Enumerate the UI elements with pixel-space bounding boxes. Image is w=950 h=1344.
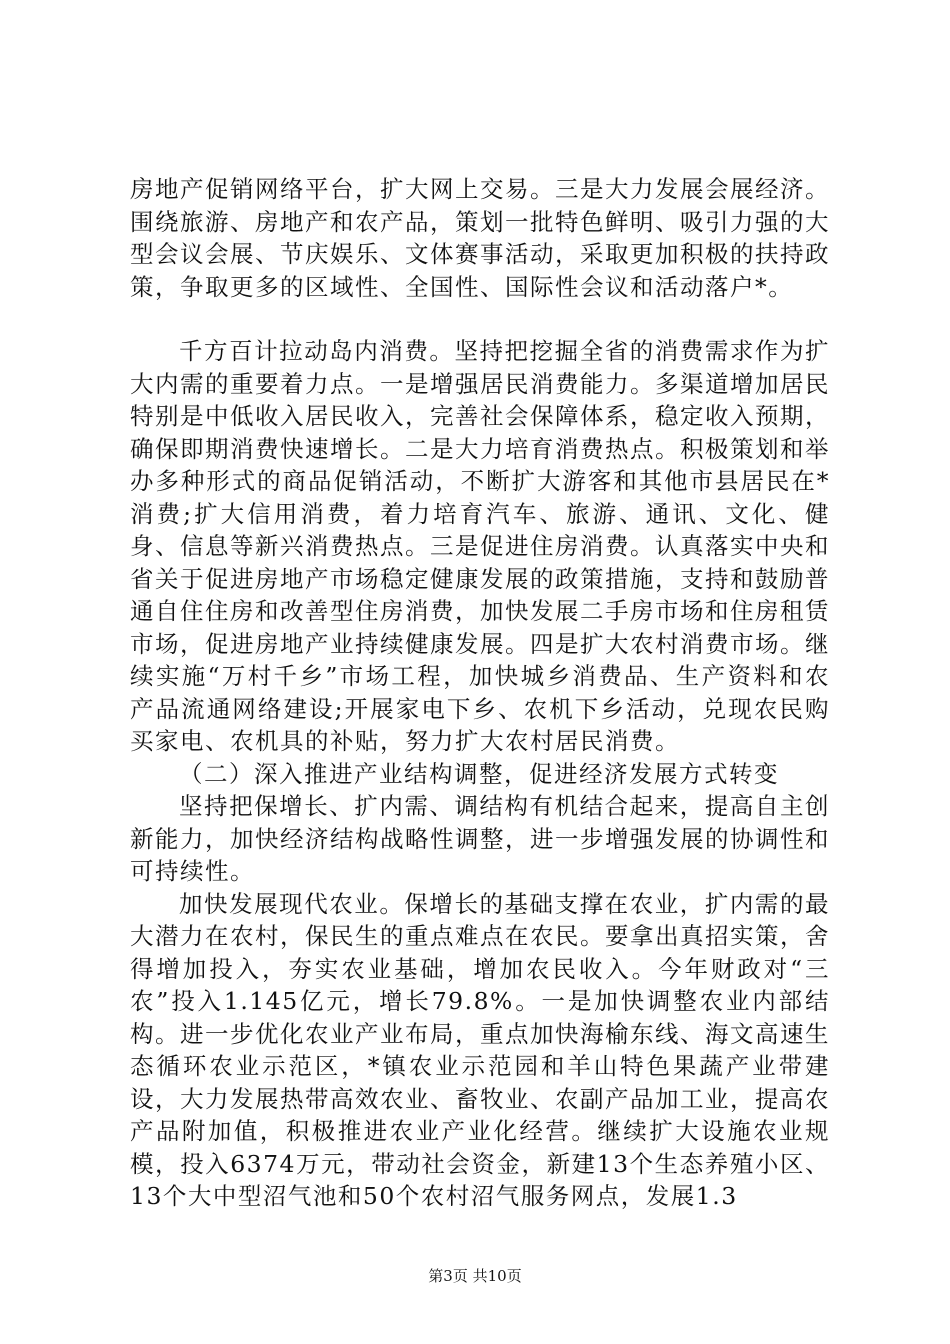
paragraph-gap — [130, 303, 830, 335]
document-body — [130, 173, 830, 1213]
page-number-footer: 第3页 共10页 — [428, 1267, 522, 1285]
paragraph-modern-agriculture: 加快发展现代农业。保增长的基础支撑在农业，扩内需的最大潜力在农村，保民生的重点难点在农民。要拿出真招实策，舍得增加投入，夯实农业基础，增加农民收入。今年财政对“三农”投入1.145亿元，增长79.8%。一是加快调整农业内部结构。进一步优化农业产业布局，重点加快海榆东线、海文高速生态循环农业示范区，*镇农业示范园和羊山特色果蔬产业带建设，大力发展热带高效农业、畜牧业、农副产品加工业，提高农产品附加值，积极推进农业产业化经营。继续扩大设施农业规模，投入6374万元，带动社会资金，新建13个生态养殖小区、13个大中型沼气池和50个农村沼气服务网点，发展1.3 — [130, 889, 830, 1210]
paragraph-restructuring-intro: 坚持把保增长、扩内需、调结构有机结合起来，提高自主创新能力，加快经济结构战略性调整，进一步增强发展的协调性和可持续性。 — [130, 792, 830, 885]
section-heading-industrial-restructuring: （二）深入推进产业结构调整，促进经济发展方式转变 — [179, 759, 779, 788]
paragraph-exhibition-economy: 房地产促销网络平台，扩大网上交易。三是大力发展会展经济。围绕旅游、房地产和农产品，策划一批特色鲜明、吸引力强的大型会议会展、节庆娱乐、文体赛事活动，采取更加积极的扶持政策，争取更多的区域性、全国性、国际性会议和活动落户*。 — [130, 175, 830, 301]
paragraph-domestic-consumption: 千方百计拉动岛内消费。坚持把挖掘全省的消费需求作为扩大内需的重要着力点。一是增强居民消费能力。多渠道增加居民特别是中低收入居民收入，完善社会保障体系，稳定收入预期，确保即期消费快速增长。二是大力培育消费热点。积极策划和举办多种形式的商品促销活动，不断扩大游客和其他市县居民在*消费;扩大信用消费，着力培育汽车、旅游、通讯、文化、健身、信息等新兴消费热点。三是促进住房消费。认真落实中央和省关于促进房地产市场稳定健康发展的政策措施，支持和鼓励普通自住住房和改善型住房消费，加快发展二手房市场和住房租赁市场，促进房地产业持续健康发展。四是扩大农村消费市场。继续实施“万村千乡”市场工程，加快城乡消费品、生产资料和农产品流通网络建设;开展家电下乡、农机下乡活动，兑现农民购买家电、农机具的补贴，努力扩大农村居民消费。 — [130, 337, 830, 755]
